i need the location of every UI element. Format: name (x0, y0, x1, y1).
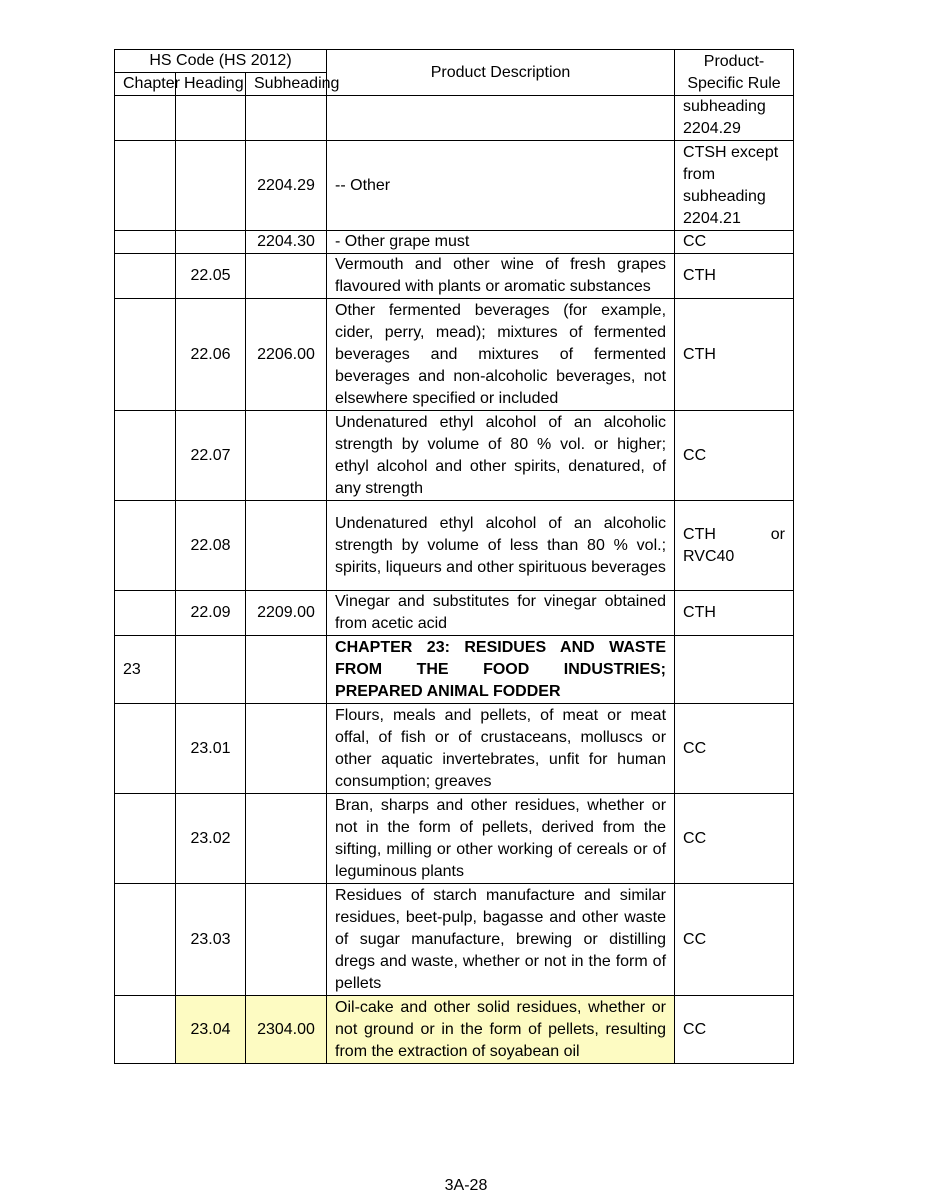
table-row (115, 884, 794, 996)
heading-cell (176, 231, 246, 254)
subheading-cell (246, 254, 327, 299)
rule-cell (675, 636, 794, 704)
rule-cell: CC (675, 996, 794, 1064)
chapter-cell (115, 704, 176, 794)
description-cell: Vinegar and substitutes for vinegar obtained from acetic acid (327, 591, 675, 636)
product-rule-header: Product-Specific Rule (675, 50, 794, 96)
heading-cell: 22.05 (176, 254, 246, 299)
table-row (115, 254, 794, 299)
heading-cell: 22.07 (176, 411, 246, 501)
rule-cell: CC (675, 231, 794, 254)
rule-cell: CTH (675, 591, 794, 636)
rule-cell: CC (675, 411, 794, 501)
subheading-cell (246, 884, 327, 996)
chapter-cell (115, 591, 176, 636)
table-row (115, 96, 794, 141)
table-row (115, 141, 794, 231)
table-row (115, 231, 794, 254)
table-row (115, 501, 794, 591)
description-cell: Other fermented beverages (for example, cider, perry, mead); mixtures of fermented beverages and mixtures of fermented beverages and non-alcoholic beverages, not elsewhere specified or included (327, 299, 675, 411)
rule-cell: CTH (675, 254, 794, 299)
rule-cell: CTH or RVC40 (675, 501, 794, 591)
heading-cell: 22.08 (176, 501, 246, 591)
description-cell (327, 96, 675, 141)
subheading-cell (246, 501, 327, 591)
rule-cell: CTSH except from subheading 2204.21 (675, 141, 794, 231)
chapter-cell: 23 (115, 636, 176, 704)
description-cell: Undenatured ethyl alcohol of an alcoholic strength by volume of less than 80 % vol.; spirits, liqueurs and other spirituous beverages (327, 501, 675, 591)
subheading-cell: 2209.00 (246, 591, 327, 636)
subheading-cell (246, 636, 327, 704)
subheading-cell: 2204.30 (246, 231, 327, 254)
chapter-cell (115, 299, 176, 411)
subheading-cell: 2204.29 (246, 141, 327, 231)
description-cell: Flours, meals and pellets, of meat or meat offal, of fish or of crustaceans, molluscs or other aquatic invertebrates, unfit for human consumption; greaves (327, 704, 675, 794)
chapter-title-cell: CHAPTER 23: RESIDUES AND WASTE FROM THE FOOD INDUSTRIES; PREPARED ANIMAL FODDER (327, 636, 675, 704)
table-row (115, 591, 794, 636)
page-number: 3A-28 (444, 1177, 488, 1194)
heading-cell: 23.02 (176, 794, 246, 884)
heading-cell: 22.09 (176, 591, 246, 636)
subheading-cell: 2304.00 (246, 996, 327, 1064)
table-row (115, 794, 794, 884)
rule-cell: CC (675, 794, 794, 884)
heading-cell (176, 96, 246, 141)
heading-header: Heading (176, 73, 246, 96)
description-cell: Vermouth and other wine of fresh grapes flavoured with plants or aromatic substances (327, 254, 675, 299)
subheading-header: Subheading (246, 73, 327, 96)
table-row (115, 299, 794, 411)
product-description-header: Product Description (327, 50, 675, 96)
subheading-cell (246, 704, 327, 794)
description-cell: Bran, sharps and other residues, whether or not in the form of pellets, derived from the sifting, milling or other working of cereals or of leguminous plants (327, 794, 675, 884)
chapter-cell (115, 141, 176, 231)
chapter-cell (115, 794, 176, 884)
description-cell: Residues of starch manufacture and similar residues, beet-pulp, bagasse and other waste of sugar manufacture, brewing or distilling dregs and waste, whether or not in the form of pellets (327, 884, 675, 996)
chapter-cell (115, 501, 176, 591)
highlighted-table-row (115, 996, 794, 1064)
chapter-cell (115, 96, 176, 141)
heading-cell (176, 141, 246, 231)
table-row (115, 636, 794, 704)
chapter-cell (115, 884, 176, 996)
subheading-cell: 2206.00 (246, 299, 327, 411)
chapter-cell (115, 996, 176, 1064)
description-cell: - Other grape must (327, 231, 675, 254)
description-cell: Undenatured ethyl alcohol of an alcoholic strength by volume of 80 % vol. or higher; ethyl alcohol and other spirits, denatured, of any strength (327, 411, 675, 501)
heading-cell: 23.04 (176, 996, 246, 1064)
description-cell: Oil-cake and other solid residues, whether or not ground or in the form of pellets, resulting from the extraction of soyabean oil (327, 996, 675, 1064)
chapter-cell (115, 411, 176, 501)
heading-cell: 23.01 (176, 704, 246, 794)
subheading-cell (246, 96, 327, 141)
rule-cell: CC (675, 704, 794, 794)
chapter-header: Chapter (115, 73, 176, 96)
subheading-cell (246, 411, 327, 501)
table-row (115, 704, 794, 794)
description-cell: -- Other (327, 141, 675, 231)
heading-cell (176, 636, 246, 704)
chapter-cell (115, 231, 176, 254)
heading-cell: 23.03 (176, 884, 246, 996)
heading-cell: 22.06 (176, 299, 246, 411)
rule-cell: subheading 2204.29 (675, 96, 794, 141)
hs-code-title: HS Code (HS 2012) (115, 50, 327, 73)
rule-cell: CTH (675, 299, 794, 411)
chapter-cell (115, 254, 176, 299)
subheading-cell (246, 794, 327, 884)
hs-code-table (114, 49, 794, 1064)
table-row (115, 411, 794, 501)
rule-cell: CC (675, 884, 794, 996)
